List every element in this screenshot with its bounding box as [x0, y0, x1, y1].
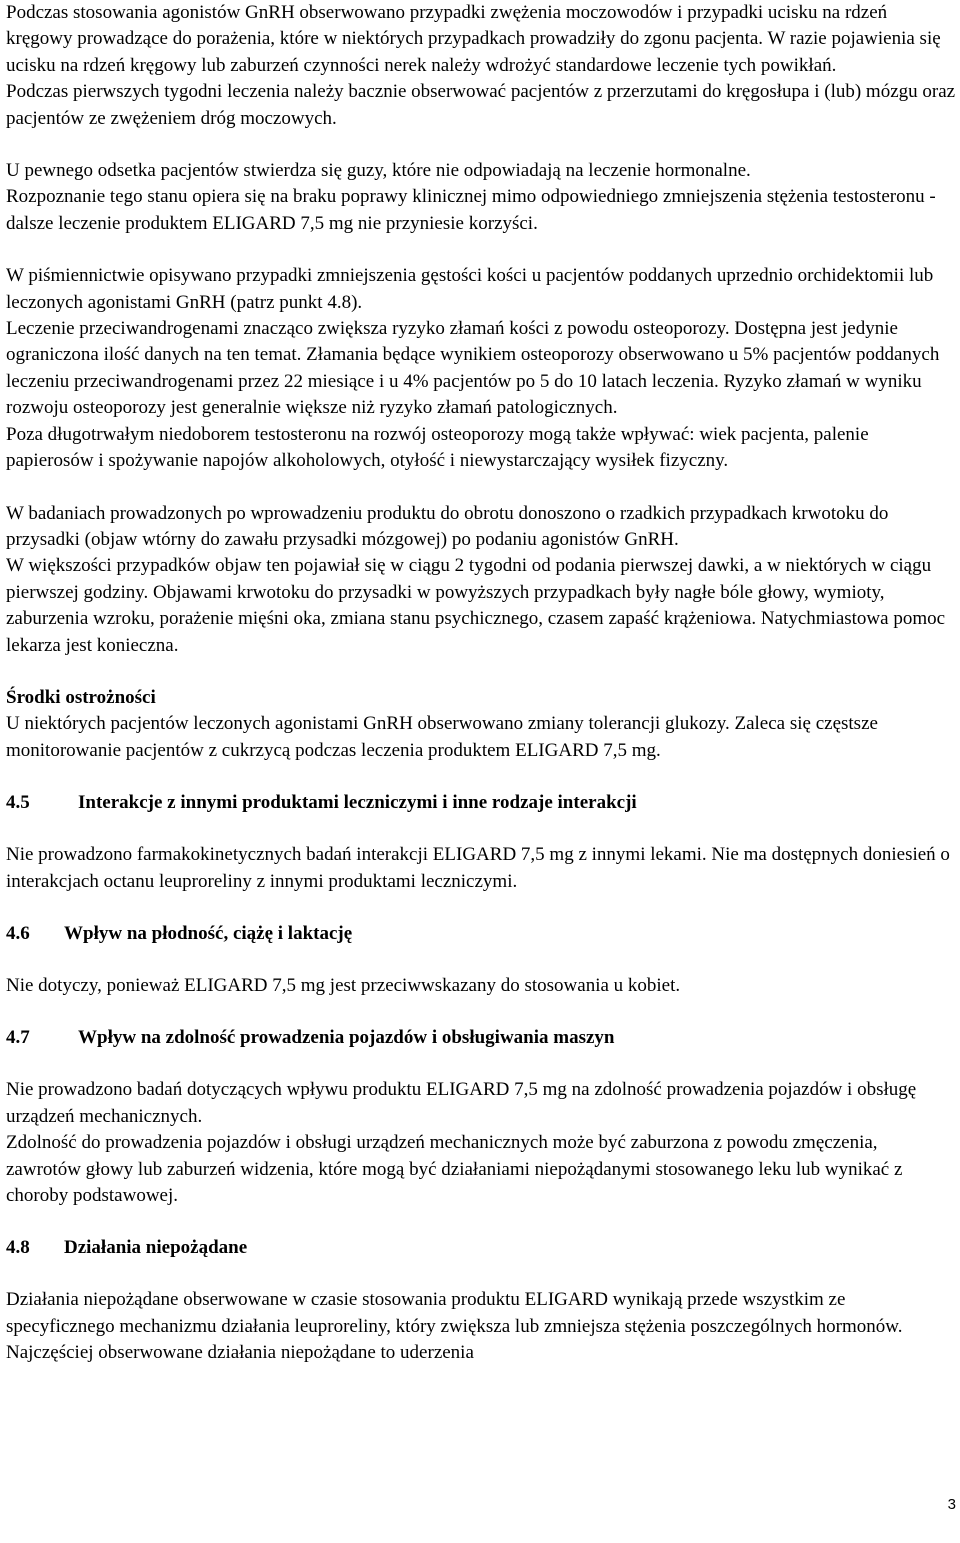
spacer	[6, 1261, 956, 1287]
spacer	[6, 895, 956, 921]
precautions-heading: Środki ostrożności	[6, 686, 156, 708]
spacer	[6, 1051, 956, 1077]
section-title: Interakcje z innymi produktami leczniczymi i inne rodzaje interakcji	[78, 792, 637, 814]
spacer	[6, 132, 956, 158]
section-4-8-heading	[6, 1235, 956, 1261]
precautions-text: U niektórych pacjentów leczonych agonistami GnRH obserwowano zmiany tolerancji glukozy. Zaleca się częstsze monitorowanie pacjentów z cukrzycą podczas leczenia produktem ELIGARD 7,5 mg.	[6, 713, 878, 761]
paragraph-ureter-spinal: Podczas stosowania agonistów GnRH obserwowano przypadki zwężenia moczowodów i przypadki ucisku na rdzeń kręgowy prowadzące do porażenia, które w niektórych przypadkach prowadziły do zgonu pacjenta. W razie pojawienia się ucisku na rdzeń kręgowy lub zaburzeń czynności nerek należy wdrożyć standardowe leczenie tych powikłań.	[6, 2, 941, 76]
section-4-5-text: Nie prowadzono farmakokinetycznych badań interakcji ELIGARD 7,5 mg z innymi lekami. Nie ma dostępnych doniesień o interakcjach octanu leuproreliny z innymi produktami leczniczymi.	[6, 844, 950, 892]
section-title: Wpływ na zdolność prowadzenia pojazdów i obsługiwania maszyn	[78, 1027, 615, 1049]
section-4-8-text: Działania niepożądane obserwowane w czasie stosowania produktu ELIGARD wynikają przede wszystkim ze specyficznego mechanizmu działania leuproreliny, który zwiększa lub zmniejsza stężenia poszczególnych hormonów. Najczęściej obserwowane działania niepożądane to uderzenia	[6, 1289, 903, 1364]
section-title: Działania niepożądane	[64, 1237, 248, 1259]
spacer	[6, 816, 956, 842]
document-page	[6, 0, 956, 1367]
page-number: 3	[947, 1496, 956, 1513]
paragraph-first-weeks: Podczas pierwszych tygodni leczenia należy bacznie obserwować pacjentów z przerzutami do kręgosłupa i (lub) mózgu oraz pacjentów ze zwężeniem dróg moczowych.	[6, 81, 956, 129]
spacer	[6, 947, 956, 973]
section-4-7-heading	[6, 1025, 956, 1051]
paragraph-tumors: U pewnego odsetka pacjentów stwierdza się guzy, które nie odpowiadają na leczenie hormonalne.	[6, 160, 751, 182]
spacer	[6, 237, 956, 263]
section-4-7-text-2: Zdolność do prowadzenia pojazdów i obsługi urządzeń mechanicznych może być zaburzona z powodu zmęczenia, zawrotów głowy lub zaburzeń widzenia, które mogą być działaniami niepożądanymi stosowanego leku lub wynikać z choroby podstawowej.	[6, 1132, 903, 1206]
section-4-7-text-1: Nie prowadzono badań dotyczących wpływu produktu ELIGARD 7,5 mg na zdolność prowadzenia pojazdów i obsługę urządzeń mechanicznych.	[6, 1079, 917, 1127]
section-4-6-text: Nie dotyczy, ponieważ ELIGARD 7,5 mg jest przeciwwskazany do stosowania u kobiet.	[6, 974, 681, 996]
section-number: 4.5	[6, 792, 30, 814]
section-number: 4.7	[6, 1027, 30, 1049]
paragraph-risk-factors: Poza długotrwałym niedoborem testosteronu na rozwój osteoporozy mogą także wpływać: wiek pacjenta, palenie papierosów i spożywanie napojów alkoholowych, otyłość i niewystarczający wysiłek fizyczny.	[6, 423, 869, 472]
spacer	[6, 475, 956, 501]
spacer	[6, 764, 956, 790]
section-title: Wpływ na płodność, ciążę i laktację	[64, 922, 353, 944]
spacer	[6, 999, 956, 1025]
paragraph-diagnosis: Rozpoznanie tego stanu opiera się na braku poprawy klinicznej mimo odpowiedniego zmniejszenia stężenia testosteronu - dalsze leczenie produktem ELIGARD 7,5 mg nie przyniesie korzyści.	[6, 186, 936, 234]
spacer	[6, 1209, 956, 1235]
spacer	[6, 659, 956, 685]
paragraph-pituitary-symptoms: W większości przypadków objaw ten pojawiał się w ciągu 2 tygodni od podania pierwszej dawki, a w niektórych w ciągu pierwszej godziny. Objawami krwotoku do przysadki w powyższych przypadkach były nagłe bóle głowy, wymioty, zaburzenia wzroku, porażenie mięśni oka, zmiana stanu psychicznego, czasem zapaść krążeniowa. Natychmiastowa pomoc lekarza jest konieczna.	[6, 555, 946, 656]
section-number: 4.8	[6, 1237, 30, 1259]
paragraph-bone-density: W piśmiennictwie opisywano przypadki zmniejszenia gęstości kości u pacjentów poddanych uprzednio orchidektomii lub leczonych agonistami GnRH (patrz punkt 4.8).	[6, 265, 934, 313]
section-number: 4.6	[6, 922, 30, 944]
paragraph-pituitary: W badaniach prowadzonych po wprowadzeniu produktu do obrotu donoszono o rzadkich przypadkach krwotoku do przysadki (objaw wtórny do zawału przysadki mózgowej) po podaniu agonistów GnRH.	[6, 502, 889, 550]
paragraph-osteoporosis: Leczenie przeciwandrogenami znacząco zwiększa ryzyko złamań kości z powodu osteoporozy. Dostępna jest jedynie ograniczona ilość danych na ten temat. Złamania będące wynikiem osteoporozy obserwowano u 5% pacjentów poddanych leczeniu przeciwandrogenami przez 22 miesiące i u 4% pacjentów po 5 do 10 latach leczenia. Ryzyko złamań w wyniku rozwoju osteoporozy jest generalnie większe niż ryzyko złamań patologicznych.	[6, 318, 940, 419]
section-4-5-heading	[6, 790, 956, 816]
section-4-6-heading	[6, 921, 956, 947]
